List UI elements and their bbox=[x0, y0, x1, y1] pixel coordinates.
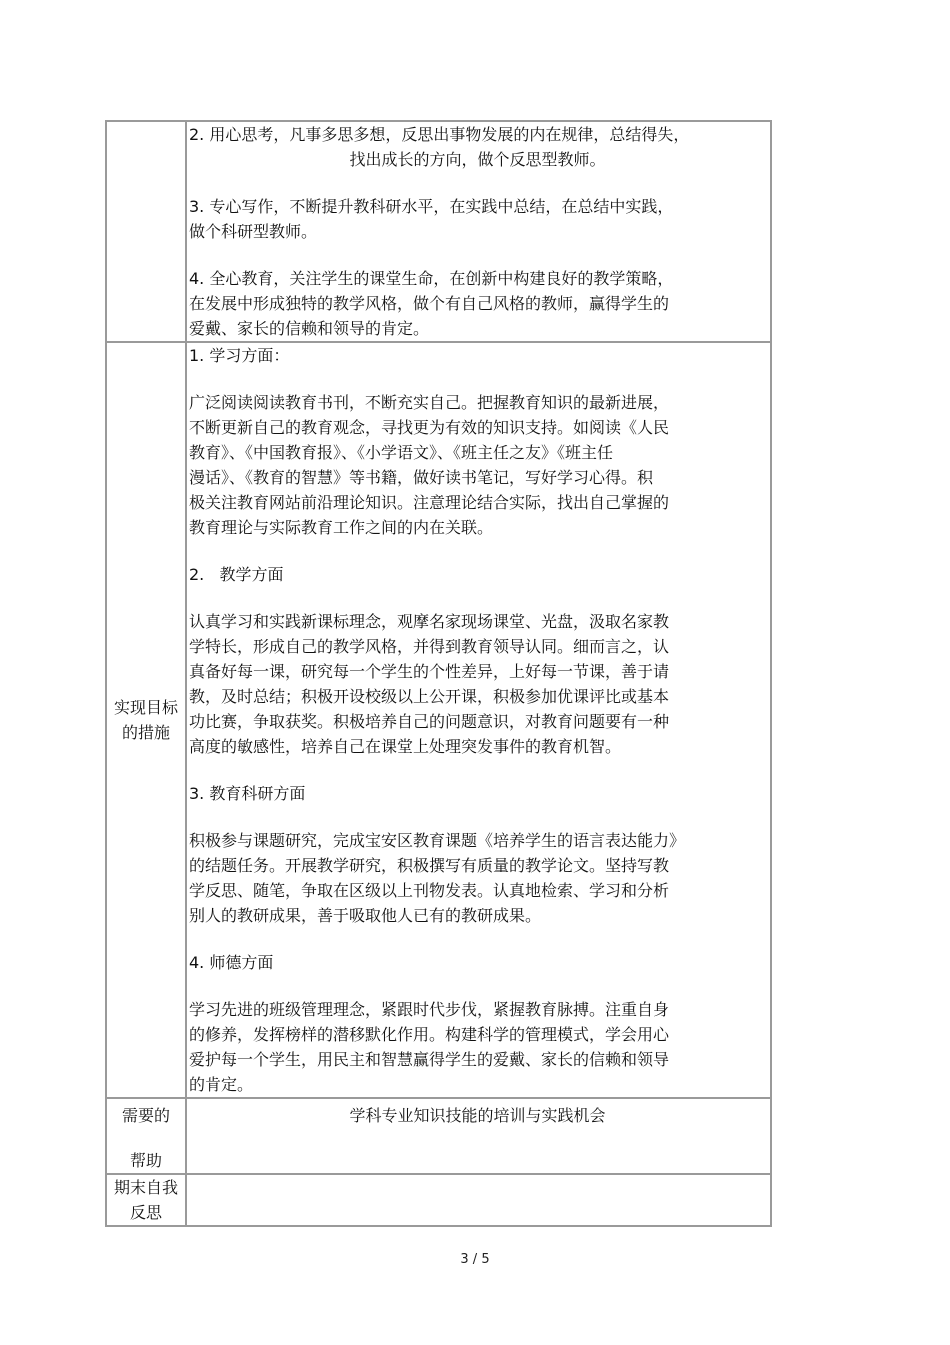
help-label-line-1: 需要的 bbox=[121, 1106, 170, 1125]
goal-item-4-line-1: 4. 全心教育，关注学生的课堂生命，在创新中构建良好的教学策略， bbox=[189, 269, 674, 288]
reflection-label-line-1: 期末自我 bbox=[113, 1178, 178, 1197]
help-label-cell bbox=[106, 1098, 186, 1174]
section-line: 的结题任务。开展教学研究，积极撰写有质量的教学论文。坚持写教 bbox=[189, 856, 670, 875]
page-number: 3 / 5 bbox=[460, 1252, 490, 1267]
goal-item-3-line-2: 做个科研型教师。 bbox=[189, 222, 318, 241]
section-line: 的修养，发挥榜样的潜移默化作用。构建科学的管理模式，学会用心 bbox=[189, 1025, 670, 1044]
help-content-cell bbox=[186, 1098, 771, 1174]
section-line: 教育》、《中国教育报》、《小学语文》、《班主任之友》《班主任 bbox=[189, 443, 614, 462]
goal-item-4-line-2: 在发展中形成独特的教学风格，做个有自己风格的教师，赢得学生的 bbox=[189, 294, 670, 313]
section-line: 功比赛，争取获奖。积极培养自己的问题意识，对教育问题要有一种 bbox=[189, 712, 670, 731]
section-line: 不断更新自己的教育观念，寻找更为有效的知识支持。如阅读《人民 bbox=[189, 418, 670, 437]
goals-label-cell bbox=[106, 121, 186, 342]
section-line: 极关注教育网站前沿理论知识。注意理论结合实际，找出自己掌握的 bbox=[189, 493, 670, 512]
section-heading: 4. 师德方面 bbox=[189, 953, 274, 972]
help-label-line-2: 帮助 bbox=[129, 1151, 162, 1170]
section-line: 高度的敏感性，培养自己在课堂上处理突发事件的教育机智。 bbox=[189, 737, 622, 756]
section-line: 别人的教研成果，善于吸取他人已有的教研成果。 bbox=[189, 906, 542, 925]
section-line: 积极参与课题研究，完成宝安区教育课题《培养学生的语言表达能力》 bbox=[189, 831, 686, 850]
help-row bbox=[106, 1098, 771, 1174]
measures-label-line-2: 的措施 bbox=[121, 723, 170, 742]
goal-item-2-line-1: 2. 用心思考，凡事多思多想，反思出事物发展的内在规律，总结得失， bbox=[189, 125, 690, 144]
help-content: 学科专业知识技能的培训与实践机会 bbox=[349, 1106, 606, 1125]
measures-label bbox=[107, 695, 185, 745]
reflection-row bbox=[106, 1174, 771, 1226]
measures-label-line-1: 实现目标 bbox=[113, 698, 178, 717]
goals-content-cell bbox=[186, 121, 771, 342]
reflection-content-cell bbox=[186, 1174, 771, 1226]
measures-label-cell bbox=[106, 342, 186, 1098]
section-line: 漫话》、《教育的智慧》等书籍，做好读书笔记，写好学习心得。积 bbox=[189, 468, 654, 487]
goal-item-3-line-1: 3. 专心写作，不断提升教科研水平，在实践中总结，在总结中实践， bbox=[189, 197, 674, 216]
section-line: 真备好每一课，研究每一个学生的个性差异，上好每一节课，善于请 bbox=[189, 662, 670, 681]
section-line: 教，及时总结；积极开设校级以上公开课，积极参加优课评比或基本 bbox=[189, 687, 670, 706]
goals-row bbox=[106, 121, 771, 342]
measures-content-cell bbox=[186, 342, 771, 1098]
goal-item-4-line-3: 爱戴、家长的信赖和领导的肯定。 bbox=[189, 319, 430, 338]
section-heading: 3. 教育科研方面 bbox=[189, 784, 306, 803]
section-heading: 2. 教学方面 bbox=[189, 565, 284, 584]
measures-row bbox=[106, 342, 771, 1098]
section-line: 学反思、随笔，争取在区级以上刊物发表。认真地检索、学习和分析 bbox=[189, 881, 670, 900]
section-line: 广泛阅读阅读教育书刊，不断充实自己。把握教育知识的最新进展， bbox=[189, 393, 670, 412]
reflection-label-cell bbox=[106, 1174, 186, 1226]
section-line: 认真学习和实践新课标理念，观摩名家现场课堂、光盘，汲取名家教 bbox=[189, 612, 670, 631]
plan-table bbox=[105, 120, 772, 1227]
section-line: 的肯定。 bbox=[189, 1075, 254, 1094]
section-line: 学特长，形成自己的教学风格，并得到教育领导认同。细而言之，认 bbox=[189, 637, 670, 656]
goal-item-2-line-2: 找出成长的方向，做个反思型教师。 bbox=[349, 150, 606, 169]
section-line: 学习先进的班级管理理念，紧跟时代步伐，紧握教育脉搏。注重自身 bbox=[189, 1000, 670, 1019]
reflection-label-line-2: 反思 bbox=[129, 1203, 162, 1222]
section-line: 教育理论与实际教育工作之间的内在关联。 bbox=[189, 518, 494, 537]
section-line: 爱护每一个学生，用民主和智慧赢得学生的爱戴、家长的信赖和领导 bbox=[189, 1050, 670, 1069]
section-heading: 1. 学习方面： bbox=[189, 346, 290, 365]
